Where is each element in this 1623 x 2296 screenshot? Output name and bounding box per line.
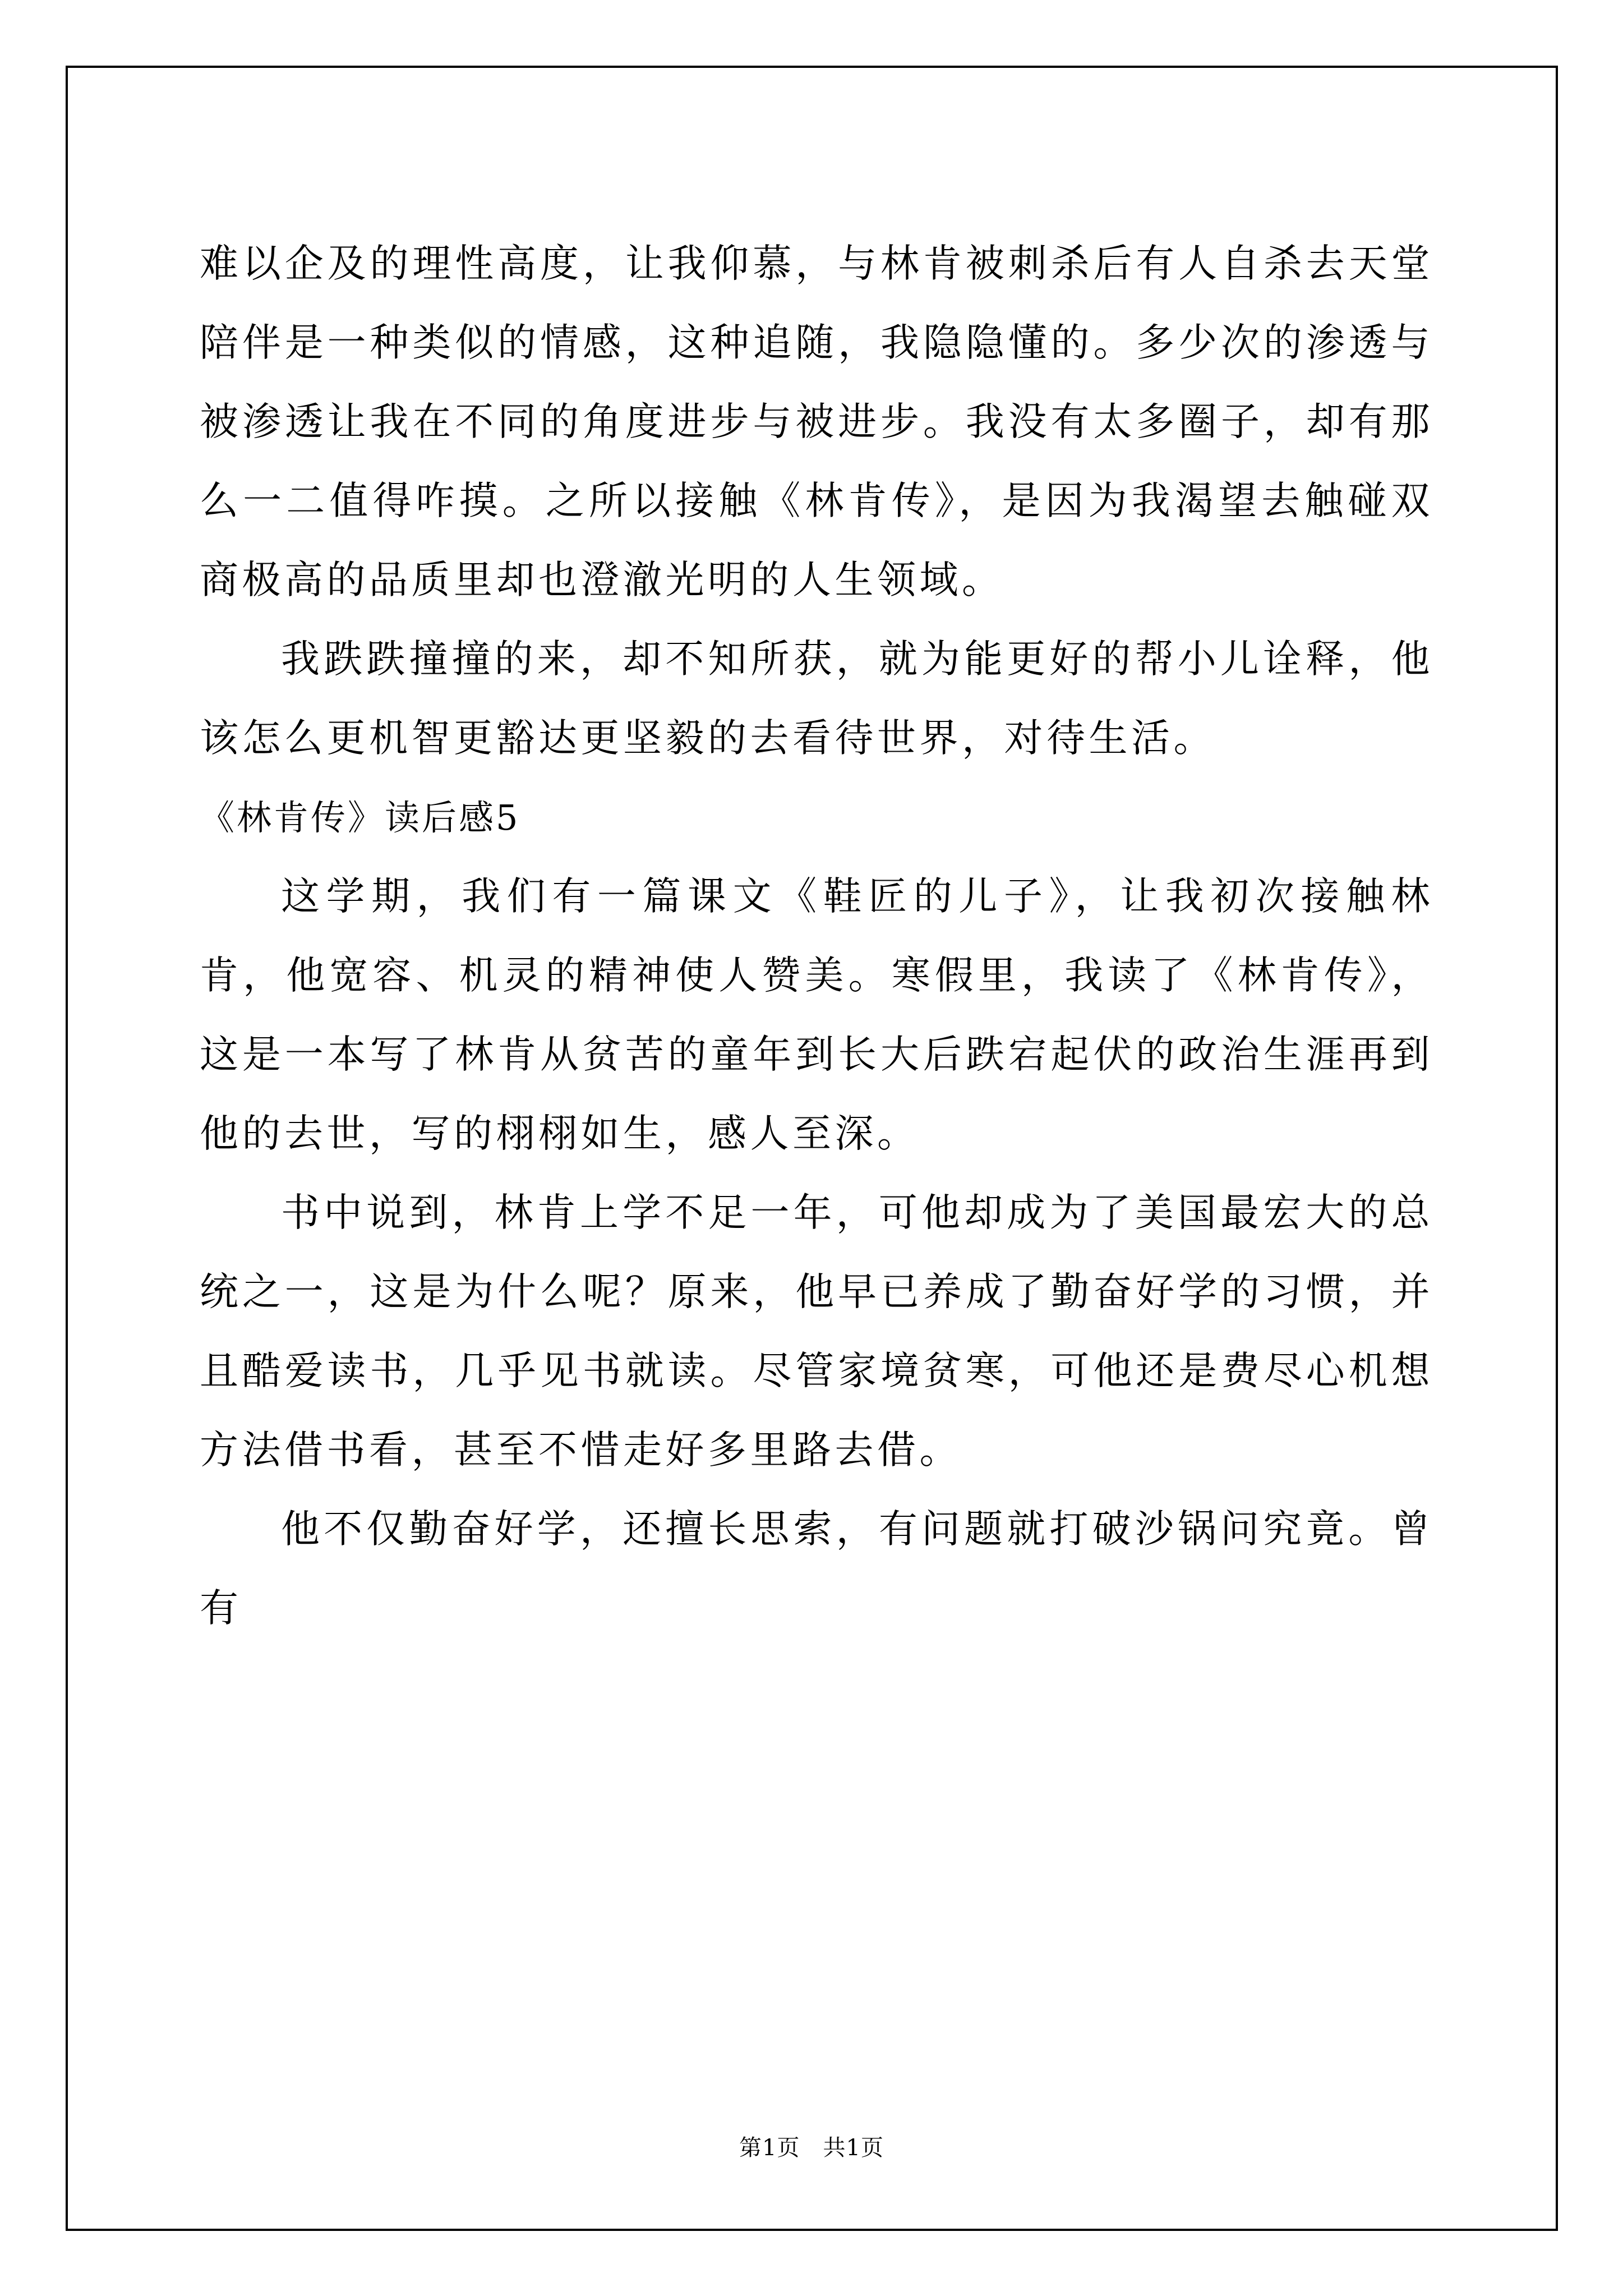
paragraph-intro: 这学期，我们有一篇课文《鞋匠的儿子》，让我初次接触林肯，他宽容、机灵的精神使人赞美。寒假里，我读了《林肯传》，这是一本写了林肯从贫苦的童年到长大后跌宕起伏的政治生涯再到他的去世，写的栩栩如生，感人至深。 — [200, 874, 1433, 1156]
paragraph-thinking: 他不仅勤奋好学，还擅长思索，有问题就打破沙锅问究竟。曾有 — [200, 1507, 1433, 1631]
document-body — [200, 224, 1433, 1648]
paragraph-study-habits: 书中说到，林肯上学不足一年，可他却成为了美国最宏大的总统之一，这是为什么呢？原来，他早已养成了勤奋好学的习惯，并且酷爱读书，几乎见书就读。尽管家境贫寒，可他还是费尽心机想方法借书看，甚至不惜走好多里路去借。 — [200, 1190, 1433, 1473]
paragraph-continuation: 难以企及的理性高度，让我仰慕，与林肯被刺杀后有人自杀去天堂陪伴是一种类似的情感，这种追随，我隐隐懂的。多少次的渗透与被渗透让我在不同的角度进步与被进步。我没有太多圈子，却有那么一二值得咋摸。之所以接触《林肯传》，是因为我渴望去触碰双商极高的品质里却也澄澈光明的人生领域。 — [200, 241, 1433, 602]
paragraph-reflection: 我跌跌撞撞的来，却不知所获，就为能更好的帮小儿诠释，他该怎么更机智更豁达更坚毅的去看待世界，对待生活。 — [200, 637, 1433, 761]
section-heading: 《林肯传》读后感5 — [200, 797, 520, 838]
page-number-footer: 第1页 共1页 — [739, 2135, 884, 2161]
